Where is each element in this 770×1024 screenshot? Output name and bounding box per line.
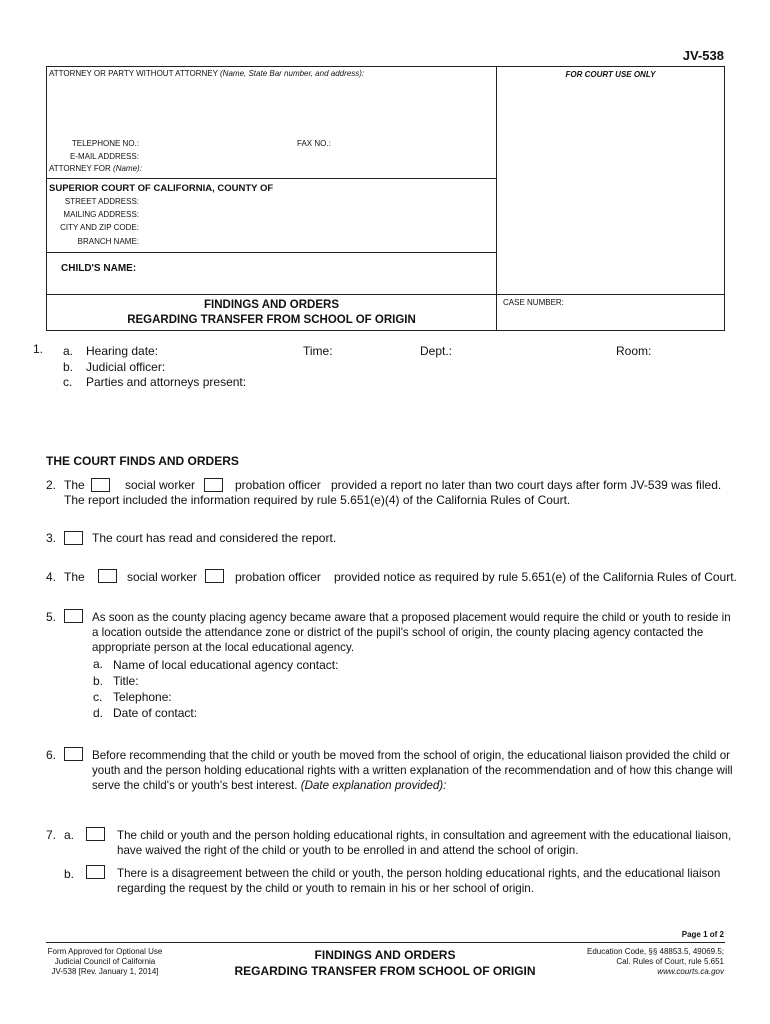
dept-label: Dept.:	[420, 344, 453, 358]
courts-link[interactable]: www.courts.ca.gov	[657, 967, 724, 976]
form-id: JV-538	[682, 48, 724, 63]
item5-c: c.	[93, 690, 103, 704]
item7-a-checkbox[interactable]	[86, 827, 105, 841]
item4-number: 4.	[46, 570, 57, 584]
court-title: SUPERIOR COURT OF CALIFORNIA, COUNTY OF	[49, 183, 274, 194]
item5-number: 5.	[46, 610, 57, 624]
item6-number: 6.	[46, 748, 57, 762]
item2-probation-officer-label: probation officer	[235, 478, 321, 492]
item7-b: b.	[64, 867, 75, 881]
item2-probation-officer-checkbox[interactable]	[204, 478, 223, 492]
time-label: Time:	[303, 344, 333, 358]
hearing-date-label: Hearing date:	[86, 344, 159, 358]
header-column-divider	[496, 66, 497, 330]
header-right-border	[724, 66, 725, 330]
item2-line1: provided a report no later than two court days after form JV-539 was filed.	[331, 478, 722, 492]
header-row-divider-1	[46, 178, 497, 179]
item3-number: 3.	[46, 531, 57, 545]
branch-label: BRANCH NAME:	[77, 237, 139, 246]
item4-social-worker-label: social worker	[127, 570, 198, 584]
header-top-border	[46, 66, 725, 67]
item4-social-worker-checkbox[interactable]	[98, 569, 117, 583]
section-heading: THE COURT FINDS AND ORDERS	[46, 454, 239, 468]
mailing-label: MAILING ADDRESS:	[63, 210, 139, 219]
item7-a-text: The child or youth and the person holding educational rights, in consultation and agreement with the educational liaison, have waived the right of the child or youth to be enrolled in and attend the school of origin.	[117, 829, 732, 857]
item2-social-worker-label: social worker	[125, 478, 196, 492]
judicial-officer-label: Judicial officer:	[86, 360, 166, 374]
item4-probation-officer-label: probation officer	[235, 570, 321, 584]
item5-a: a.	[93, 657, 104, 671]
footer-rule	[46, 942, 725, 943]
case-number-label: CASE NUMBER:	[503, 298, 564, 307]
parties-label: Parties and attorneys present:	[86, 375, 247, 389]
street-label: STREET ADDRESS:	[64, 197, 139, 206]
item7-number: 7.	[46, 828, 57, 842]
item5-text: As soon as the county placing agency became aware that a proposed placement would require the child or youth to reside in a location outside the attendance zone or district of the pupil's school of origin, the county placing agency contacted the appropriate person at the local educational agency.	[92, 611, 731, 654]
child-name-label: CHILD'S NAME:	[61, 263, 137, 274]
item3-checkbox[interactable]	[64, 531, 83, 545]
item5-b: b.	[93, 674, 104, 688]
room-label: Room:	[616, 344, 652, 358]
item5-checkbox[interactable]	[64, 609, 83, 623]
item2-the: The	[64, 478, 85, 492]
header-left-border	[46, 66, 47, 330]
item5-d-text: Date of contact:	[113, 706, 198, 720]
item5-c-text: Telephone:	[113, 690, 172, 704]
form-title: FINDINGS AND ORDERS REGARDING TRANSFER FROM SCHOOL OF ORIGIN	[127, 299, 416, 326]
email-label: E-MAIL ADDRESS:	[69, 152, 139, 161]
page-number: Page 1 of 2	[681, 930, 724, 939]
item2-social-worker-checkbox[interactable]	[91, 478, 110, 492]
item1-number: 1.	[33, 342, 44, 356]
item4-probation-officer-checkbox[interactable]	[205, 569, 224, 583]
item1-b: b.	[63, 360, 74, 374]
item5-b-text: Title:	[113, 674, 139, 688]
item6-text: Before recommending that the child or youth be moved from the school of origin, the educational liaison provided the child or youth and the person holding educational rights with a written explanation of the recommendation and of how this change will serve the child's or youth's best interest. (Date explanation provided):	[92, 749, 733, 792]
header-row-divider-2	[46, 294, 725, 295]
fax-label: FAX NO.:	[297, 139, 331, 148]
item4-the: The	[64, 570, 85, 584]
item3-text: The court has read and considered the report.	[92, 531, 337, 545]
footer-right: Education Code, §§ 48853.5, 49069.5; Cal. Rules of Court, rule 5.651 www.courts.ca.gov	[587, 947, 724, 976]
attorney-label: ATTORNEY OR PARTY WITHOUT ATTORNEY (Name, State Bar number, and address):	[49, 69, 365, 78]
attorney-for-label: ATTORNEY FOR (Name):	[49, 164, 142, 173]
telephone-label: TELEPHONE NO.:	[71, 139, 139, 148]
city-label: CITY AND ZIP CODE:	[60, 223, 139, 232]
footer-title: FINDINGS AND ORDERS REGARDING TRANSFER FROM SCHOOL OF ORIGIN	[234, 948, 536, 978]
item2-number: 2.	[46, 478, 57, 492]
item4-text: provided notice as required by rule 5.651(e) of the California Rules of Court.	[334, 570, 737, 584]
item5-d: d.	[93, 706, 104, 720]
item5-a-text: Name of local educational agency contact:	[113, 658, 339, 672]
item7-b-checkbox[interactable]	[86, 865, 105, 879]
header-row-divider-3	[46, 252, 497, 253]
item6-checkbox[interactable]	[64, 747, 83, 761]
item1-c: c.	[63, 375, 73, 389]
court-use-label: FOR COURT USE ONLY	[565, 70, 656, 79]
item7-b-text: There is a disagreement between the child or youth, the person holding educational rights, and the educational liaison regarding the request by the child or youth to remain in his or her school of origin.	[117, 867, 721, 895]
item7-a: a.	[64, 828, 75, 842]
header-bottom-border	[46, 330, 725, 331]
footer-left: Form Approved for Optional Use Judicial Council of California JV-538 [Rev. January 1, 2014]	[47, 947, 163, 976]
item1-a: a.	[63, 344, 74, 358]
item2-line2: The report included the information required by rule 5.651(e)(4) of the California Rules of Court.	[64, 493, 571, 507]
